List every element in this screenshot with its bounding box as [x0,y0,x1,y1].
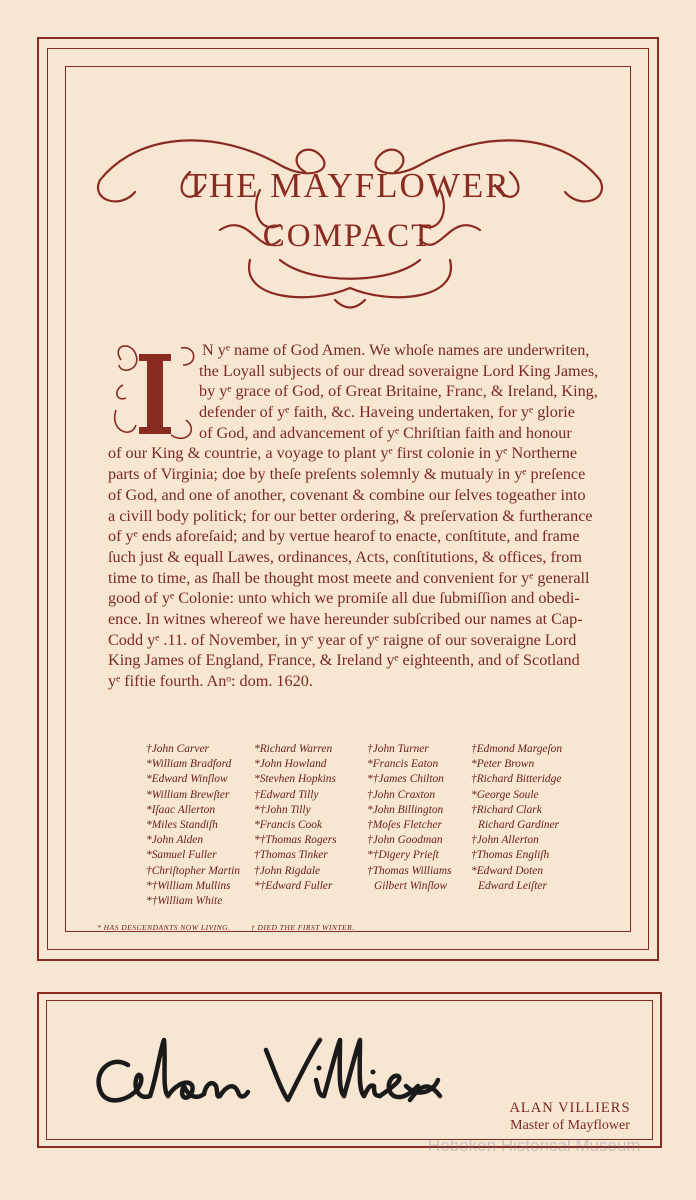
signer-name: *Iſaac Allerton [146,803,216,816]
signer-name: †Richard Clark [471,803,542,816]
signer-name: †John Rigdale [254,864,321,877]
signer-name: *Francis Cook [254,818,323,831]
handwritten-signature [88,1030,448,1120]
signer-name: Gilbert Winſlow [374,879,448,892]
signer-name: *Miles Standiſh [146,818,218,831]
signer-name: †Thomas Tinker [254,849,328,862]
signer-name: †John Allerton [471,834,539,847]
signer-name: †Thomas Williams [367,864,452,877]
compact-text [108,340,598,692]
signer-name: *John Billington [367,803,444,816]
signer-name: *William Brewſter [146,788,230,801]
signer-name: *†James Chilton [367,773,444,786]
compact-text-line: parts of Virginia; doe by theſe preſents solemnly & mutualy in yᵉ preſence [108,465,586,484]
signer-name: †Thomas Engliſh [471,849,550,862]
signers-column-4 [471,742,562,894]
compact-text-line: N yᵉ name of God Amen. We whoſe names are underwriten, [202,341,590,359]
signer-name: *Edward Winſlow [146,773,228,786]
signer-name: *Stevhen Hopkins [254,773,336,786]
signer-name: Richard Gardiner [478,818,560,831]
compact-text-line: of God, and one of another, covenant & combine our ſelves togeather into [108,485,586,504]
signer-name: *George Soule [471,788,539,801]
signers-column-3 [367,742,452,894]
legend-descendants: * HAS DESCENDANTS NOW LIVING. [97,923,231,932]
signers-column-1 [146,742,240,909]
title-line-2: COMPACT [262,218,434,254]
signer-name: Edward Leiſter [478,879,547,892]
signer-name: *Francis Eaton [367,758,439,771]
compact-text-line: of our King & countrie, a voyage to plant yᵉ first colonie in yᵉ Northerne [108,444,578,463]
master-role: Master of Mayflower [510,1118,630,1133]
compact-text-line: King James of England, France, & Ireland yᵉ eighteenth, and of Scotland [108,651,580,670]
signer-name: *†William White [146,894,223,907]
signer-name: *Edward Doten [471,864,544,877]
master-name: ALAN VILLIERS [509,1100,631,1116]
signer-name: †Richard Bitteridge [471,773,562,786]
title-flourish [80,110,620,310]
title-line-1: THE MAYFLOWER [185,166,511,205]
signer-name: †John Goodman [367,834,443,847]
legend-died: † DIED THE FIRST WINTER. [250,923,355,932]
compact-text-line: defender of yᵉ faith, &c. Haveing undertaken, for yᵉ glorie [199,403,575,422]
signer-name: †Edmond Margeſon [471,743,563,755]
signer-name: *†John Tilly [254,803,311,816]
signer-name: *†Thomas Rogers [254,834,337,847]
signer-name: *John Alden [146,834,204,847]
compact-text-line: by yᵉ grace of God, of Great Britaine, Franc, & Ireland, King, [199,382,598,401]
signer-name: †John Turner [367,743,429,755]
compact-text-line: ſuch just & equall Lawes, ordinances, Acts, conſtitutions, & offices, from [108,547,582,566]
compact-text-line: time to time, as ſhall be thought most meete and convenient for yᵉ generall [108,568,590,587]
signers-column-2 [254,742,337,894]
compact-text-line: yᵉ fiftie fourth. Anᵒ: dom. 1620. [108,672,313,690]
signer-name: *†Edward Fuller [254,879,333,892]
master-credit [490,1100,650,1134]
compact-text-line: of yᵉ ends aforeſaid; and by vertue hearof to enacte, conſtitute, and frame [108,527,580,546]
compact-text-line: the Loyall subjects of our dread soveraigne Lord King James, [199,361,599,380]
signer-name: †Edward Tilly [254,788,319,801]
signer-name: †Moſes Fletcher [367,818,442,831]
signer-name: *Richard Warren [254,743,333,755]
compact-text-line: good of yᵉ Colonie: unto which we promiſe all due ſubmiſſion and obedi- [108,589,580,608]
signer-name: †John Craxton [367,788,436,801]
signer-name: †Chriſtopher Martin [146,864,240,877]
signer-name: *William Bradford [146,758,232,771]
signer-name: *†Digery Prieſt [367,849,439,862]
signer-name: *Samuel Fuller [146,849,217,862]
signer-name: *Peter Brown [471,758,535,771]
compact-text-line: ence. In witnes whereof we have hereunder subſcribed our names at Cap- [108,609,583,628]
museum-watermark: Hoboken Historical Museum [428,1136,641,1155]
signer-name: †John Carver [146,743,209,755]
compact-text-line: of God, and advancement of yᵉ Chriſtian faith and honour [199,423,572,442]
signer-name: *†William Mullins [146,879,231,892]
compact-text-line: Codd yᵉ .11. of November, in yᵉ year of yᵉ raigne of our soveraigne Lord [108,630,577,649]
signer-name: *John Howland [254,758,327,771]
legend [97,923,373,932]
compact-text-line: a civill body politick; for our better ordering, & preſervation & furtherance [108,506,593,525]
